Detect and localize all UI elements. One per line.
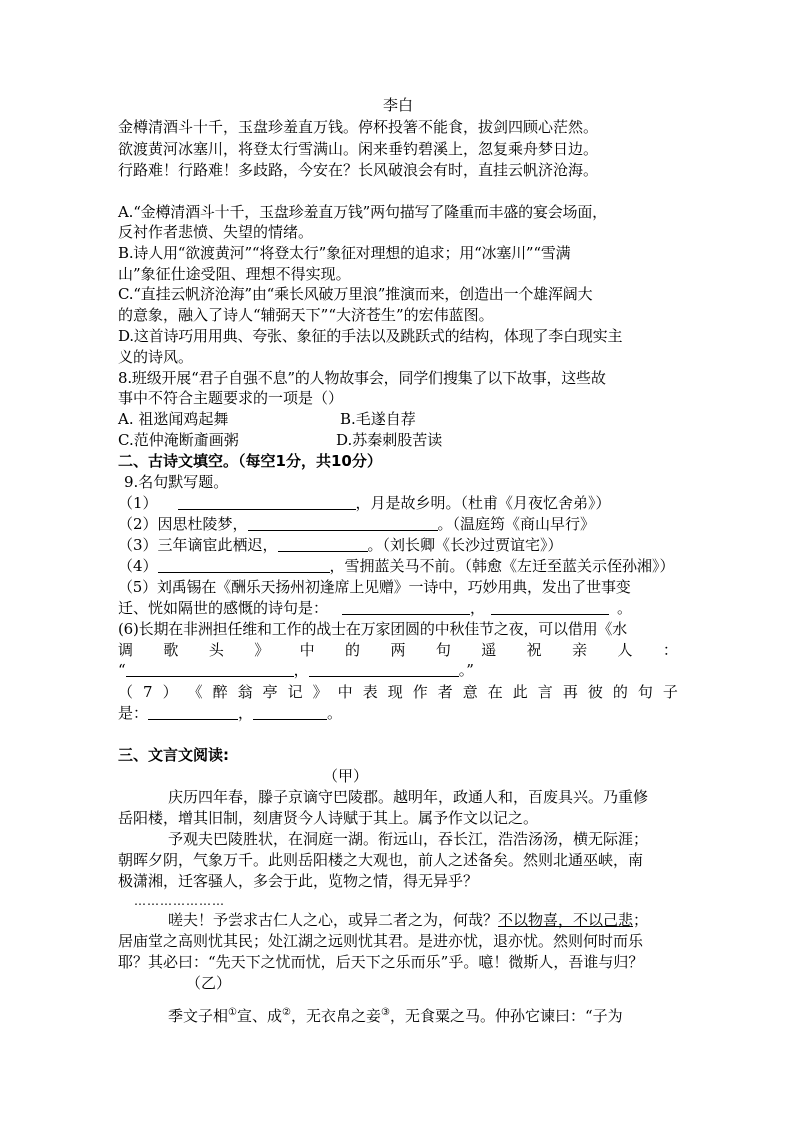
- fill-item-5-line-2: 迁、恍如隔世的感慨的诗句是： ， 。: [118, 599, 633, 617]
- answer-blank-2[interactable]: [248, 516, 438, 531]
- passage-p2-line-3: 极潇湘，迁客骚人，多会于此，览物之情，得无异乎？: [118, 872, 479, 890]
- passage-p2-line-1: 予观夫巴陵胜状，在洞庭一湖。衔远山，吞长江，浩浩汤汤，横无际涯；: [168, 830, 649, 848]
- q7-option-b-1: B.诗人用“欲渡黄河”“将登太行”象征对理想的追求；用“冰塞川”“雪满: [118, 244, 571, 262]
- passage-p2-line-2: 朝晖夕阴，气象万千。此则岳阳楼之大观也，前人之述备矣。然则北通巫峡，南: [118, 851, 644, 869]
- q7-option-c-1: C.“直挂云帆济沧海”由“乘长风破万里浪”推演而来，创造出一个雄浑阔大: [118, 285, 593, 303]
- footnote-1: ①: [228, 1007, 237, 1018]
- fill-item-3: （3）三年谪宦此栖迟， 。（刘长卿《长沙过贾谊宅》）: [118, 536, 563, 554]
- poem-line-3: 行路难！行路难！多歧路，今安在？长风破浪会有时，直挂云帆济沧海。: [118, 161, 599, 179]
- passage-p3-line-3: 耶？其必曰：“先天下之忧而忧，后天下之乐而乐”乎。噫！微斯人，吾谁与归？: [118, 953, 644, 971]
- section-2-heading: 二、古诗文填空。（每空1分，共10分）: [118, 452, 382, 470]
- q7-option-a-2: 反衬作者悲愤、失望的情绪。: [118, 223, 314, 241]
- fill-item-6-line-3: “ ， 。”: [118, 661, 474, 679]
- section-3-heading: 三、文言文阅读:: [118, 746, 229, 764]
- q7-option-a-1: A.“金樽清酒斗十千，玉盘珍羞直万钱”两句描写了隆重而丰盛的宴会场面，: [118, 203, 607, 221]
- q8-option-c: C.范仲淹断齑画粥: [118, 431, 239, 449]
- footnote-2: ②: [282, 1007, 291, 1018]
- answer-blank-5a[interactable]: [342, 600, 470, 615]
- poem-author: 李白: [382, 96, 413, 114]
- q8-option-a: A. 祖逖闻鸡起舞: [118, 410, 229, 428]
- omission-dots: …………………: [134, 894, 225, 908]
- answer-blank-1[interactable]: [178, 495, 356, 510]
- answer-blank-3[interactable]: [278, 537, 368, 552]
- answer-blank-6a[interactable]: [126, 662, 294, 677]
- q8-option-d: D.苏秦刺股苦读: [336, 431, 443, 449]
- passage-p4-line-1: 季文子相①宣、成②，无衣帛之妾③，无食粟之马。仲孙它谏曰：“子为: [168, 1007, 623, 1025]
- passage-p3-line-2: 居庙堂之高则忧其民；处江湖之远则忧其君。是进亦忧，退亦忧。然则何时而乐: [118, 932, 644, 950]
- passage-p3-line-1: 嗟夫！予尝求古仁人之心，或异二者之为，何哉？不以物喜，不以己悲；: [168, 911, 649, 929]
- fill-item-1: （1） ，月是故乡明。（杜甫《月夜忆舍弟》）: [118, 494, 611, 512]
- underlined-sentence: 不以物喜，不以己悲: [498, 911, 634, 929]
- fill-item-5-line-1: （5）刘禹锡在《酬乐天扬州初逢席上见赠》一诗中，巧妙用典，发出了世事变: [118, 578, 631, 596]
- passage-yi-label: （乙）: [186, 974, 232, 992]
- poem-line-2: 欲渡黄河冰塞川，将登太行雪满山。闲来垂钓碧溪上，忽复乘舟梦日边。: [118, 140, 599, 158]
- answer-blank-7a[interactable]: [148, 705, 238, 720]
- poem-line-1: 金樽清酒斗十千，玉盘珍羞直万钱。停杯投箸不能食，拔剑四顾心茫然。: [118, 118, 599, 136]
- passage-jia-label: （甲）: [323, 767, 369, 785]
- footnote-3: ③: [380, 1007, 390, 1018]
- fill-item-2: （2）因思杜陵梦， 。（温庭筠《商山早行》: [118, 515, 596, 533]
- answer-blank-6b[interactable]: [309, 662, 459, 677]
- passage-p1-line-2: 岳阳楼，增其旧制，刻唐贤今人诗赋于其上。属予作文以记之。: [118, 809, 539, 827]
- passage-p1-line-1: 庆历四年春，滕子京谪守巴陵郡。越明年，政通人和，百废具兴。乃重修: [168, 788, 649, 806]
- fill-item-7-line-1: （ 7 ） 《 醉 翁 亭 记 》 中 表 现 作 者 意 在 此 言 再 彼 的 句 子: [118, 683, 678, 701]
- q8-stem-2: 事中不符合主题要求的一项是（）: [118, 389, 344, 407]
- fill-item-6-line-1: (6)长期在非洲担任维和工作的战士在万家团圆的中秋佳节之夜，可以借用《水: [118, 620, 628, 638]
- q7-option-b-2: 山”象征仕途受阻、理想不得实现。: [118, 265, 351, 283]
- q7-option-c-2: 的意象，融入了诗人“辅弼天下”“大济苍生”的宏伟蓝图。: [118, 306, 494, 324]
- q7-option-d-1: D.这首诗巧用用典、夸张、象征的手法以及跳跃式的结构，体现了李白现实主: [118, 327, 623, 345]
- answer-blank-5b[interactable]: [491, 600, 609, 615]
- answer-blank-7b[interactable]: [253, 705, 327, 720]
- fill-item-6-line-2: 调 歌 头 》 中 的 两 句 遥 祝 亲 人 ：: [118, 641, 678, 659]
- fill-item-7-line-2: 是： ， 。: [118, 704, 343, 722]
- q8-option-b: B.毛遂自荐: [340, 410, 416, 428]
- q9-title: 9.名句默写题。: [124, 473, 229, 491]
- q8-stem-1: 8.班级开展“君子自强不息”的人物故事会，同学们搜集了以下故事，这些故: [118, 369, 606, 387]
- answer-blank-4[interactable]: [158, 558, 330, 573]
- fill-item-4: （4） ，雪拥蓝关马不前。（韩愈《左迁至蓝关示侄孙湘》）: [118, 557, 675, 575]
- q7-option-d-2: 义的诗风。: [118, 348, 194, 366]
